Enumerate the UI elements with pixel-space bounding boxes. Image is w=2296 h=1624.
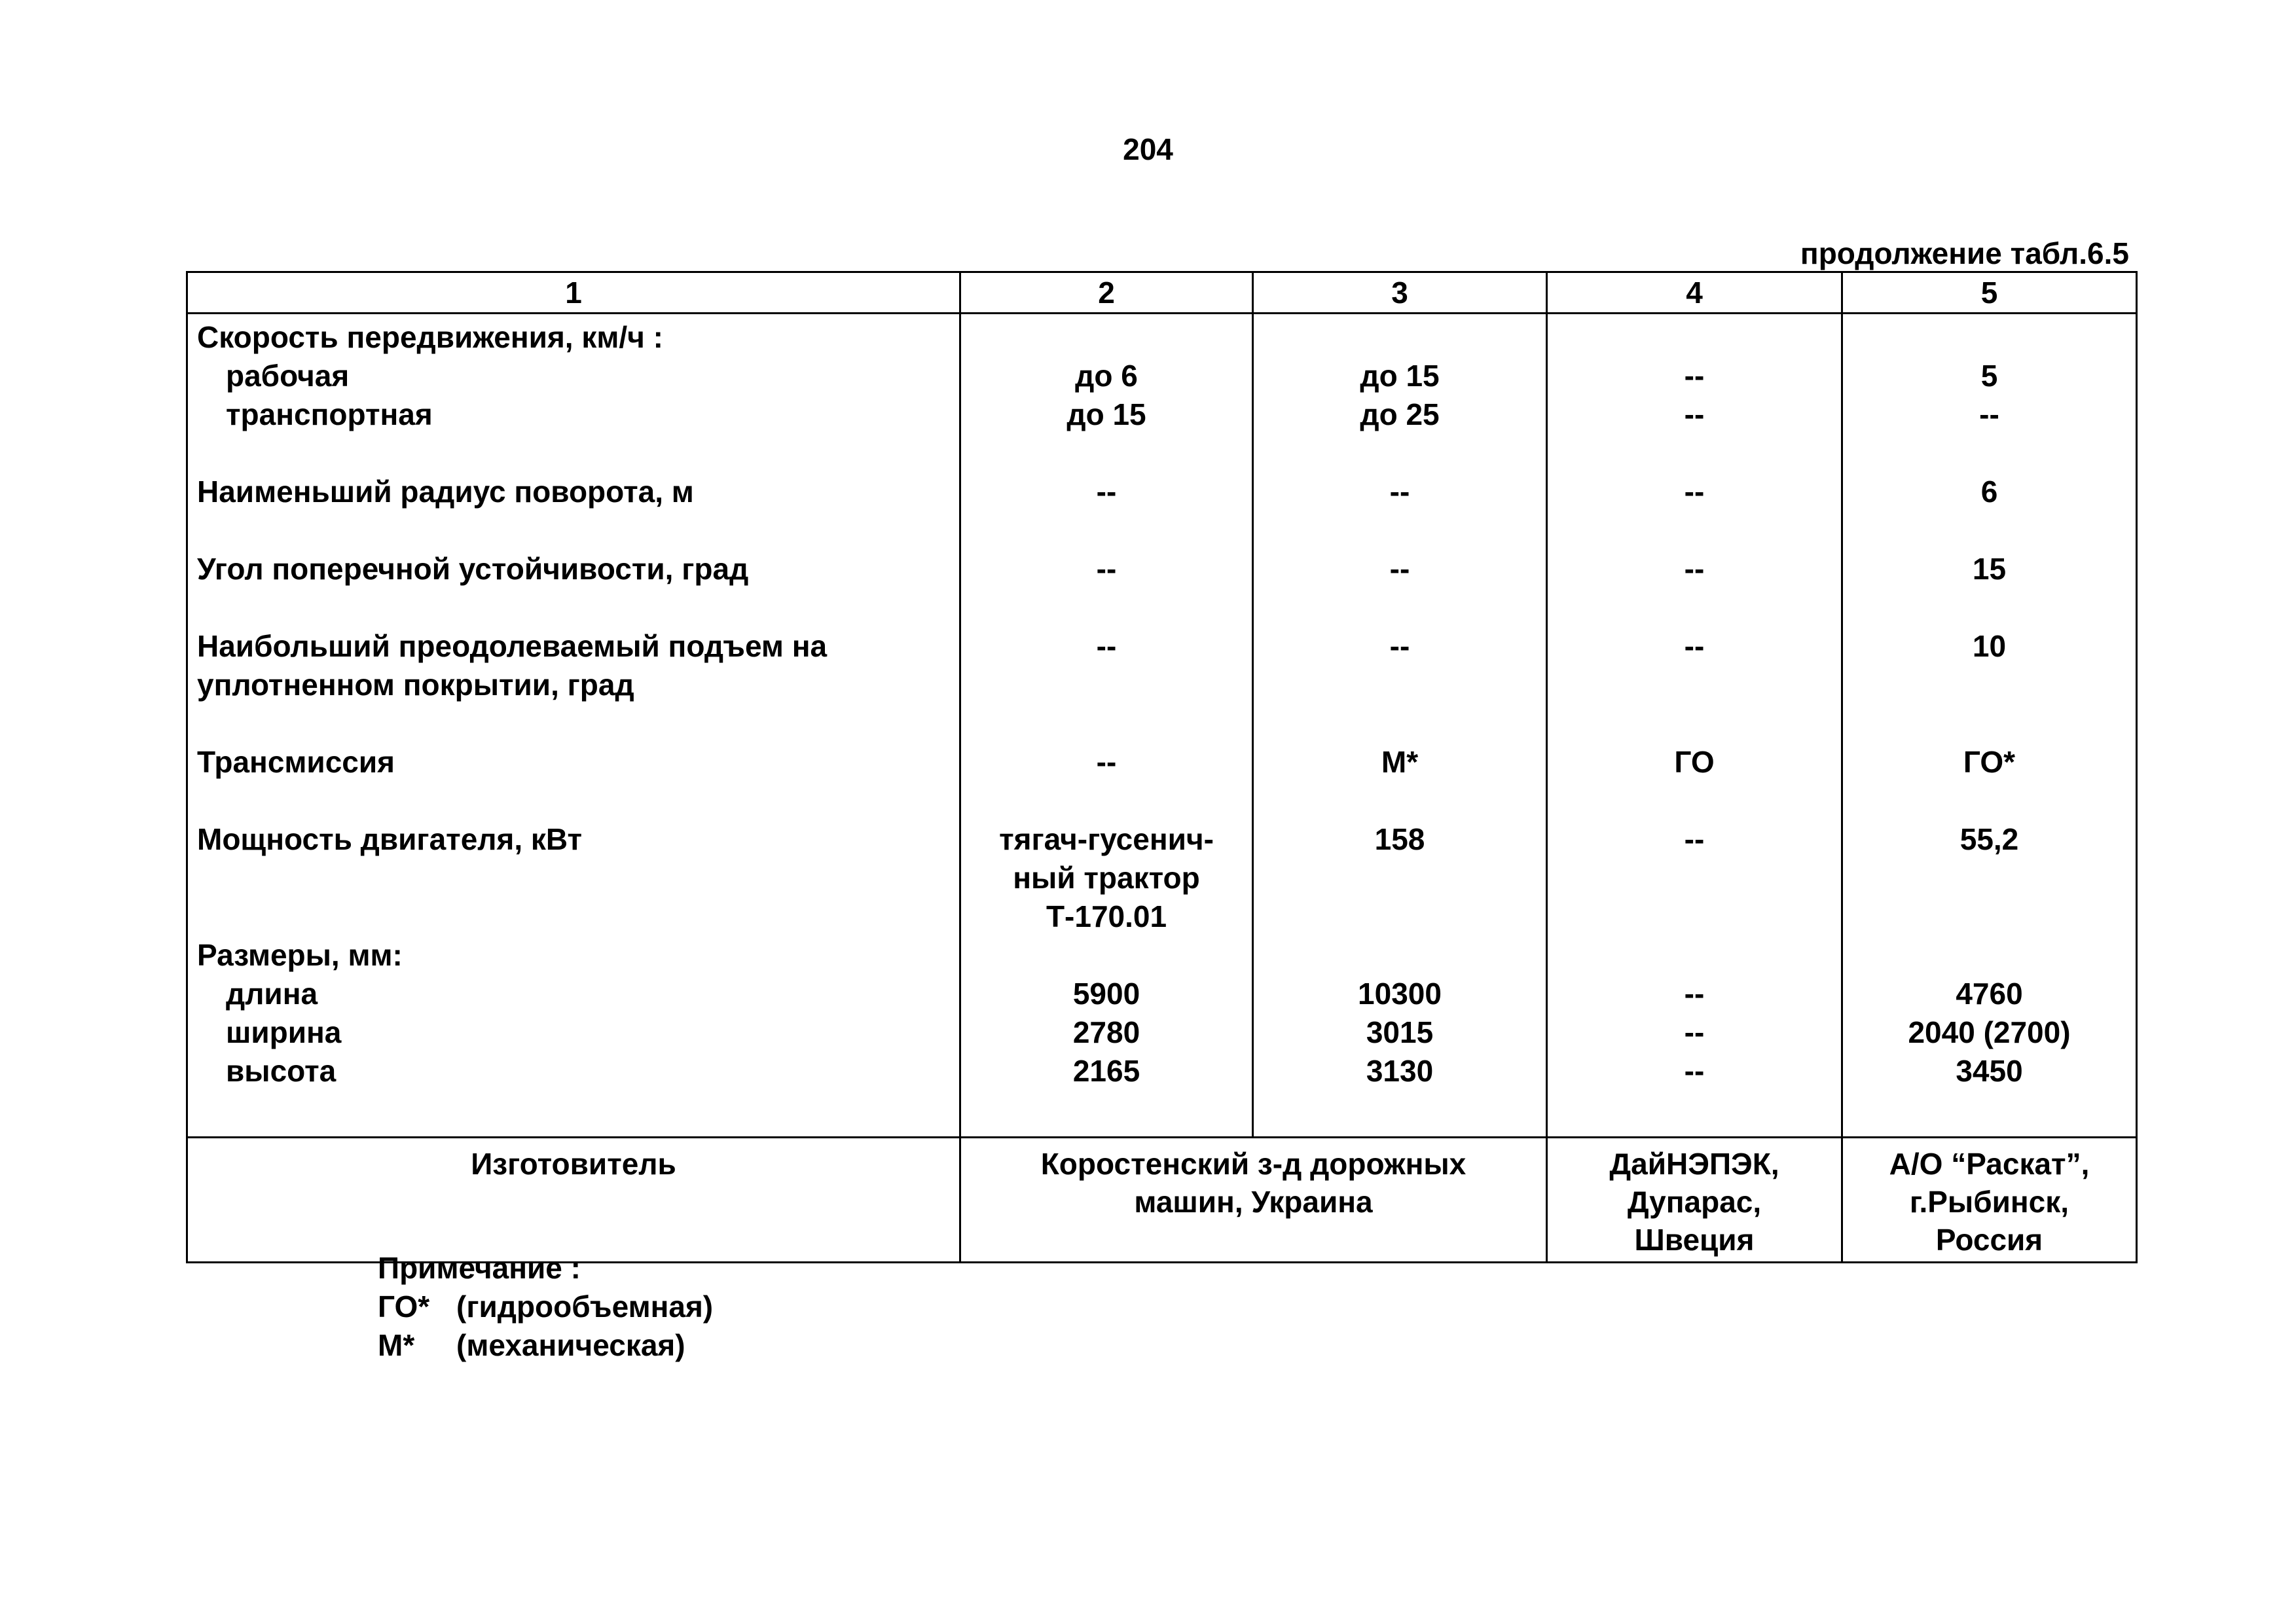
column-header: 2	[960, 272, 1253, 314]
parameter-column	[187, 314, 960, 1138]
value-cell: --	[1684, 977, 1705, 1011]
value-cell: 5900	[1072, 977, 1140, 1011]
value-cell: до 6	[1075, 359, 1138, 393]
width-label: ширина	[226, 1015, 342, 1049]
value-cell: --	[1684, 552, 1705, 586]
value-cell: ный трактор	[1013, 861, 1200, 895]
column-5	[1842, 314, 2137, 1138]
column-4	[1547, 314, 1842, 1138]
value-cell: 3450	[1956, 1054, 2023, 1088]
manufacturer-label: Изготовитель	[187, 1138, 960, 1263]
max-climb-label: уплотненном покрытии, град	[197, 668, 634, 702]
value-cell: 10300	[1358, 977, 1442, 1011]
value-cell: --	[1096, 475, 1117, 509]
value-cell: --	[1389, 475, 1410, 509]
value-cell: --	[1684, 359, 1705, 393]
value-cell: 2780	[1072, 1015, 1140, 1049]
dimensions-label: Размеры, мм:	[197, 938, 403, 972]
manufacturer-line: машин, Украина	[1134, 1185, 1373, 1219]
value-cell: тягач-гусенич-	[999, 822, 1214, 856]
value-cell: до 15	[1066, 397, 1146, 431]
transmission-label: Трансмиссия	[197, 745, 395, 779]
value-cell: --	[1389, 552, 1410, 586]
value-cell: 4760	[1956, 977, 2023, 1011]
value-cell: 2040 (2700)	[1908, 1015, 2071, 1049]
manufacturer-raskat	[1842, 1138, 2137, 1263]
table-caption: продолжение табл.6.5	[1800, 236, 2129, 270]
page-number: 204	[1123, 132, 1173, 166]
height-label: высота	[226, 1054, 337, 1088]
manufacturer-line: Швеция	[1634, 1223, 1755, 1257]
specs-table	[186, 271, 2138, 1263]
value-cell: --	[1684, 475, 1705, 509]
column-header: 5	[1842, 272, 2137, 314]
speed-label: Скорость передвижения, км/ч :	[197, 320, 663, 354]
value-cell: 15	[1972, 552, 2007, 586]
value-cell: --	[1684, 397, 1705, 431]
speed-working-label: рабочая	[226, 359, 350, 393]
manufacturer-line: А/О “Раскат”,	[1889, 1147, 2090, 1181]
table-body-row	[187, 314, 2137, 1138]
note-item	[378, 1288, 713, 1326]
length-label: длина	[226, 977, 318, 1011]
value-cell: --	[1684, 629, 1705, 663]
value-cell: --	[1389, 629, 1410, 663]
value-cell: 3130	[1366, 1054, 1434, 1088]
value-cell: 6	[1980, 475, 1998, 509]
column-header: 3	[1253, 272, 1547, 314]
value-cell: --	[1096, 552, 1117, 586]
note-text: (механическая)	[456, 1328, 685, 1362]
value-cell: ГО	[1674, 745, 1715, 779]
value-cell: ГО*	[1963, 745, 2016, 779]
column-header: 4	[1547, 272, 1842, 314]
engine-power-label: Мощность двигателя, кВт	[197, 822, 583, 856]
manufacturer-line: ДайНЭПЭК,	[1609, 1147, 1779, 1181]
manufacturer-line: г.Рыбинск,	[1909, 1185, 2069, 1219]
value-cell: Т-170.01	[1046, 899, 1167, 933]
manufacturer-line: Россия	[1935, 1223, 2043, 1257]
header-row	[187, 272, 2137, 314]
value-cell: М*	[1381, 745, 1419, 779]
manufacturer-line: Коростенский з-д дорожных	[1040, 1147, 1467, 1181]
value-cell: --	[1979, 397, 1999, 431]
turn-radius-label: Наименьший радиус поворота, м	[197, 475, 694, 509]
value-cell: до 25	[1360, 397, 1440, 431]
speed-transport-label: транспортная	[226, 397, 433, 431]
value-cell: --	[1684, 822, 1705, 856]
value-cell: до 15	[1360, 359, 1440, 393]
manufacturer-line: Дупарас,	[1627, 1185, 1762, 1219]
value-cell: 2165	[1072, 1054, 1140, 1088]
value-cell: 3015	[1366, 1015, 1434, 1049]
manufacturer-row	[187, 1138, 2137, 1263]
value-cell: --	[1684, 1015, 1705, 1049]
value-cell: 158	[1374, 822, 1425, 856]
value-cell: 10	[1972, 629, 2007, 663]
max-climb-label: Наибольший преодолеваемый подъем на	[197, 629, 828, 663]
value-cell: 55,2	[1959, 822, 2019, 856]
column-3	[1253, 314, 1547, 1138]
value-cell: --	[1684, 1054, 1705, 1088]
value-cell: 5	[1980, 359, 1998, 393]
column-header: 1	[187, 272, 960, 314]
notes-title: Примечание :	[378, 1251, 581, 1285]
note-code: ГО*	[378, 1290, 430, 1324]
value-cell: --	[1096, 745, 1117, 779]
manufacturer-dynapac	[1547, 1138, 1842, 1263]
stability-angle-label: Угол поперечной устойчивости, град	[197, 552, 749, 586]
manufacturer-korosten	[960, 1138, 1547, 1263]
column-2	[960, 314, 1253, 1138]
notes-block	[378, 1249, 713, 1365]
note-code: М*	[378, 1328, 415, 1362]
note-text: (гидрообъемная)	[456, 1290, 714, 1324]
value-cell: --	[1096, 629, 1117, 663]
note-item	[378, 1326, 713, 1365]
